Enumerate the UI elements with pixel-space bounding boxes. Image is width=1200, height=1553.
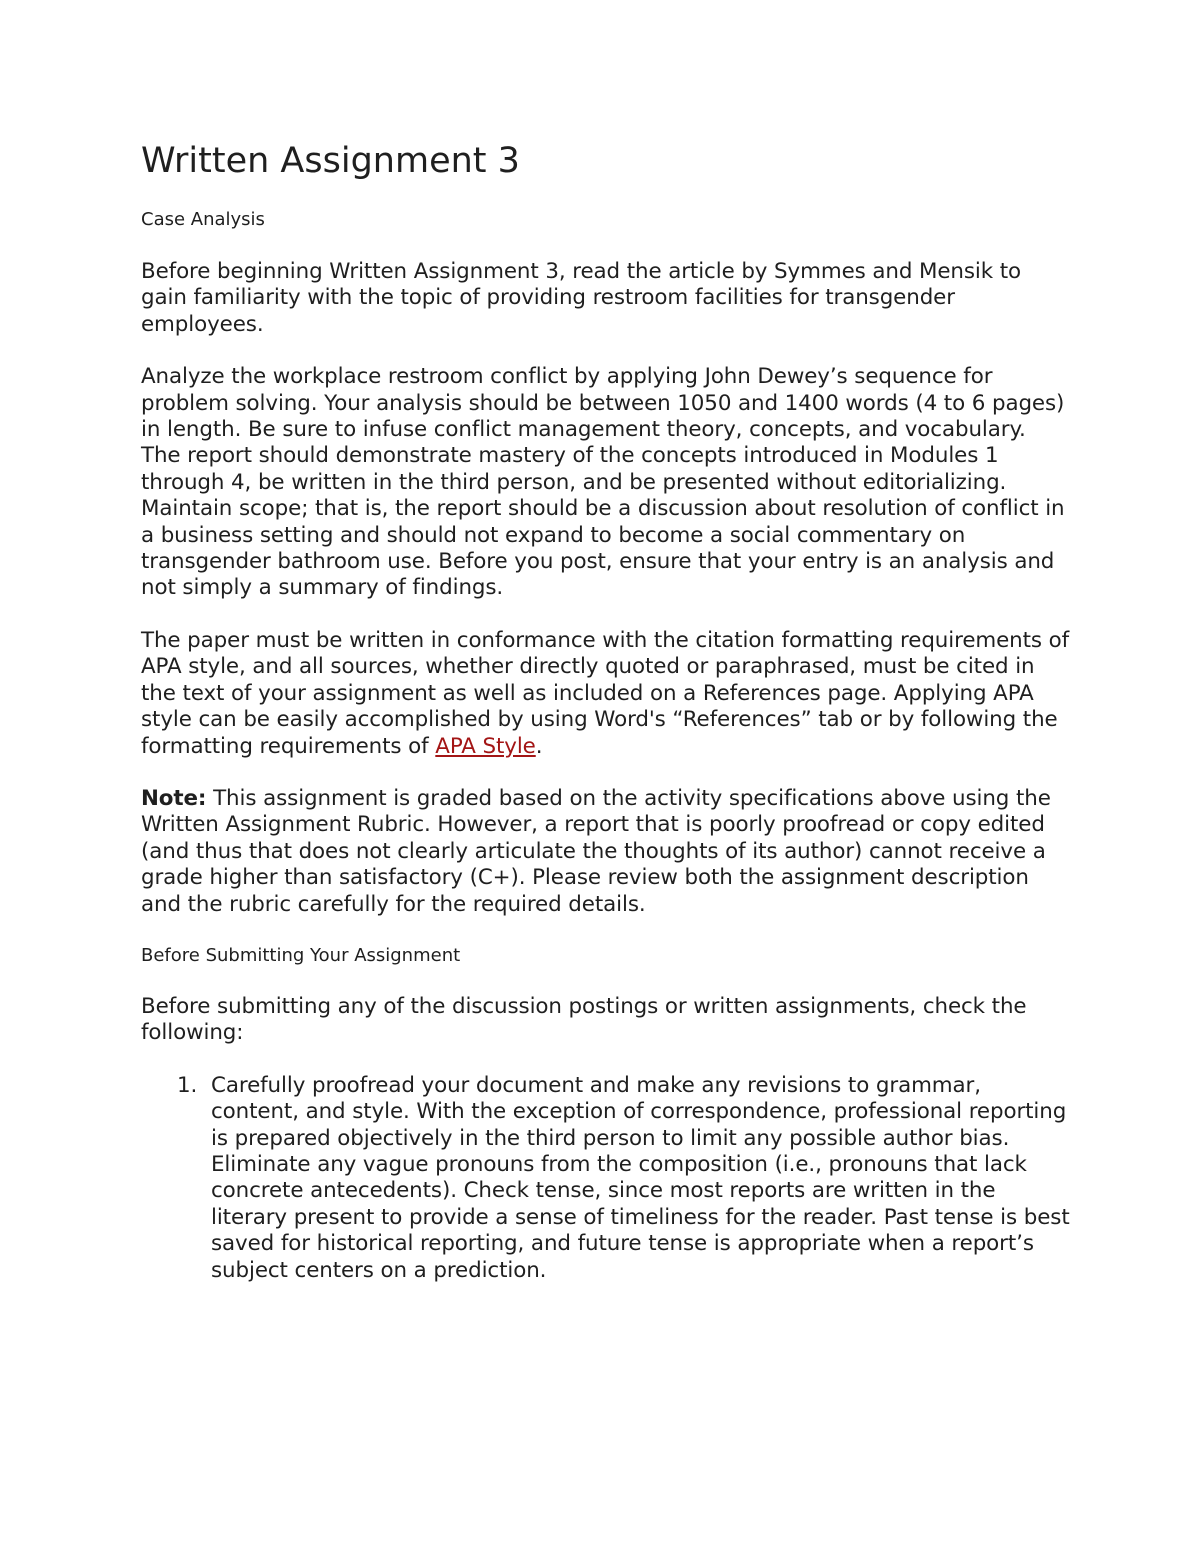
note-text: This assignment is graded based on the activity specifications above using the Written Assignment Rubric. However, a report that is poorly proofread or copy edited (and thus that does not clearly articulate the thoughts of its author) cannot receive a grade higher than satisfactory (C+). Please review both the assignment description and the rubric carefully for the required details. xyxy=(141,785,1051,917)
submit-heading: Before Submitting Your Assignment xyxy=(141,944,461,966)
apa-paragraph-end: . xyxy=(535,733,543,759)
note-label: Note: xyxy=(141,785,207,811)
note-paragraph xyxy=(141,786,1071,918)
list-item xyxy=(141,1073,1071,1284)
document-title: Written Assignment 3 xyxy=(141,141,520,181)
document-body xyxy=(141,138,1071,1284)
checklist xyxy=(141,1073,1071,1284)
section-heading-case-analysis: Case Analysis xyxy=(141,209,265,230)
intro-paragraph: Before beginning Written Assignment 3, read the article by Symmes and Mensik to gain familiarity with the topic of providing restroom facilities for transgender employees. xyxy=(141,259,1022,337)
list-item-number: 1. xyxy=(177,1072,198,1098)
submit-intro-paragraph: Before submitting any of the discussion postings or written assignments, check the following: xyxy=(141,993,1027,1046)
apa-paragraph-text: The paper must be written in conformance with the citation formatting requirements of APA style, and all sources, whether directly quoted or paraphrased, must be cited in the text of your assignment as well as included on a References page. Applying APA style can be easily accomplished by using Word's “References” tab or by following the formatting requirements of xyxy=(141,627,1070,759)
apa-paragraph xyxy=(141,628,1071,760)
analysis-paragraph: Analyze the workplace restroom conflict by applying John Dewey’s sequence for problem solving. Your analysis should be between 1050 and 1400 words (4 to 6 pages) in length. Be sure to infuse conflict management theory, concepts, and vocabulary. The report should demonstrate mastery of the concepts introduced in Modules 1 through 4, be written in the third person, and be presented without editorializing. Maintain scope; that is, the report should be a discussion about resolution of conflict in a business setting and should not expand to become a social commentary on transgender bathroom use. Before you post, ensure that your entry is an analysis and not simply a summary of findings. xyxy=(141,364,1065,601)
apa-style-link[interactable]: APA Style xyxy=(435,733,536,759)
list-item-text: Carefully proofread your document and make any revisions to grammar, content, and style. With the exception of correspondence, professional reporting is prepared objectively in the third person to limit any possible author bias. Eliminate any vague pronouns from the composition (i.e., pronouns that lack concrete antecedents). Check tense, since most reports are written in the literary present to provide a sense of timeliness for the reader. Past tense is best saved for historical reporting, and future tense is appropriate when a report’s subject centers on a prediction. xyxy=(211,1072,1070,1283)
